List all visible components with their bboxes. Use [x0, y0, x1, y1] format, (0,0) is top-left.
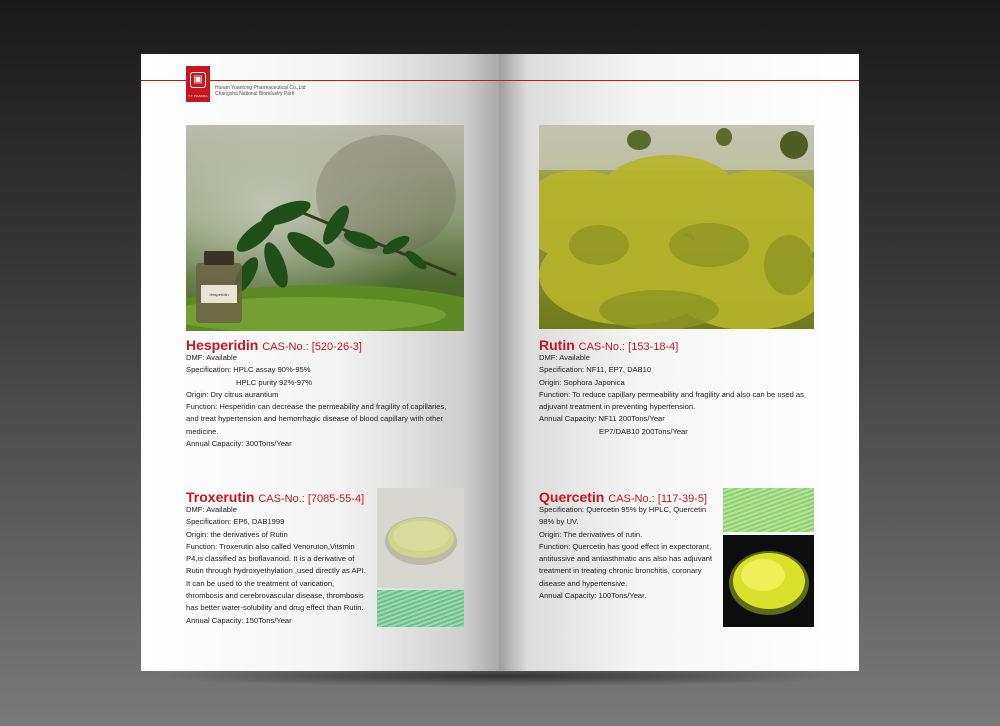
hesperidin-name: Hesperidin [186, 337, 259, 353]
bottle-label: Hesperidin [209, 292, 229, 297]
hesperidin-line: HPLC purity 92%-97% [236, 377, 312, 387]
hesperidin-photo-image [186, 125, 464, 331]
quercetin-powder-photo [723, 535, 814, 627]
header-rule [499, 80, 859, 81]
rutin-photo [539, 125, 814, 329]
hesperidin-photo [186, 125, 464, 331]
hesperidin-line: Origin: Dry citrus aurantium [186, 389, 279, 399]
quercetin-line: Origin: The derivatives of rutin. [539, 529, 643, 539]
hesperidin-line: Annual Capacity: 300Tons/Year [186, 439, 292, 449]
hesperidin-details [186, 352, 476, 450]
quercetin-details [539, 504, 721, 602]
quercetin-texture-swatch [723, 488, 814, 532]
right-page [499, 54, 859, 671]
quercetin-line: Function: Quercetin has good effect in expectorant, [539, 541, 712, 551]
header-rule [141, 80, 186, 81]
company-line-2: Changsha National Biondustry Park [215, 91, 295, 97]
troxerutin-cas: CAS-No.: [7085-55-4] [258, 493, 365, 505]
rutin-details [539, 352, 839, 438]
quercetin-line: 98% by UV. [539, 517, 579, 527]
troxerutin-dish-photo [377, 488, 464, 588]
hesperidin-line: medicine. [186, 426, 219, 436]
troxerutin-line: Rutin through hydroxyethylation ,used directly as API. [186, 566, 366, 576]
company-logo [186, 66, 210, 102]
troxerutin-line: P4,is classified as bioflavanoid. It is a derivative of [186, 554, 355, 564]
rutin-line: Annual Capacity: NF11 200Tons/Year [539, 414, 665, 424]
quercetin-line: Specification: Quercetin 95% by HPLC, Quercetin [539, 505, 707, 514]
quercetin-cas: CAS-No.: [117-39-5] [608, 493, 708, 505]
troxerutin-dish-image [377, 488, 464, 588]
rutin-cas: CAS-No.: [153-18-4] [578, 341, 679, 353]
rutin-line: Origin: Sophora Japonica [539, 377, 625, 387]
troxerutin-line: Origin: the derivatives of Rutin [186, 529, 288, 539]
quercetin-line: Annual Capacity: 100Tons/Year. [539, 591, 647, 601]
troxerutin-line: has better water-solubility and drug effect than Rutin. [186, 603, 364, 613]
troxerutin-texture-swatch [377, 590, 464, 627]
hesperidin-line: DMF: Available [186, 353, 237, 362]
rutin-line: EP7/DAB10 200Tons/Year [599, 426, 688, 436]
troxerutin-name: Troxerutin [186, 489, 255, 505]
hesperidin-line: Function: Hesperidin can decrease the permeability and fragility of capillaries, [186, 402, 447, 412]
quercetin-name: Quercetin [539, 489, 605, 505]
troxerutin-line: Annual Capacity: 150Tons/Year [186, 615, 292, 625]
hesperidin-line: and treat hypertension and hemorrhagic disease of blood capillary with other [186, 414, 444, 424]
rutin-line: Function: To reduce capillary permeability and fragility and also can be used as [539, 389, 804, 399]
logo-text: Y.T.PHARMA [188, 94, 208, 98]
troxerutin-line: DMF: Available [186, 505, 237, 514]
header-rule [210, 80, 499, 81]
rutin-line: Specification: NF11, EP7, DAB10 [539, 365, 652, 375]
quercetin-line: disease and hypertensive. [539, 578, 628, 588]
troxerutin-line: It can be used to the treatment of varication, [186, 578, 335, 588]
left-page [141, 54, 499, 671]
hesperidin-line: Specification: HPLC assay 90%-95% [186, 365, 311, 375]
troxerutin-details [186, 504, 371, 627]
company-line-1: Hunan Yuantong Pharmaceutical Co.,Ltd [215, 85, 306, 91]
quercetin-heading [539, 489, 707, 505]
quercetin-line: treatment in treating chronic bronchitis, coronary [539, 566, 702, 576]
rutin-line: adjuvant treatment in preventing hypertension. [539, 402, 696, 412]
quercetin-powder-image [723, 535, 814, 627]
troxerutin-line: thrombosis and cerebrovascular disease, thrombosis [186, 591, 364, 601]
quercetin-line: antitussive and antiasthmatic ans also has adjuvant [539, 554, 713, 564]
troxerutin-heading [186, 489, 364, 505]
hesperidin-heading [186, 337, 362, 353]
company-name [215, 85, 306, 97]
logo-mark-icon: ▣ [190, 72, 206, 88]
rutin-line: DMF: Available [539, 353, 590, 362]
troxerutin-line: Function: Troxerutin also called Venoruton,Vitsmin [186, 541, 355, 551]
rutin-photo-image [539, 125, 814, 329]
troxerutin-line: Specification: EP6, DAB1999 [186, 517, 285, 527]
hesperidin-cas: CAS-No.: [520-26-3] [262, 341, 362, 353]
rutin-heading [539, 337, 678, 353]
rutin-name: Rutin [539, 337, 575, 353]
